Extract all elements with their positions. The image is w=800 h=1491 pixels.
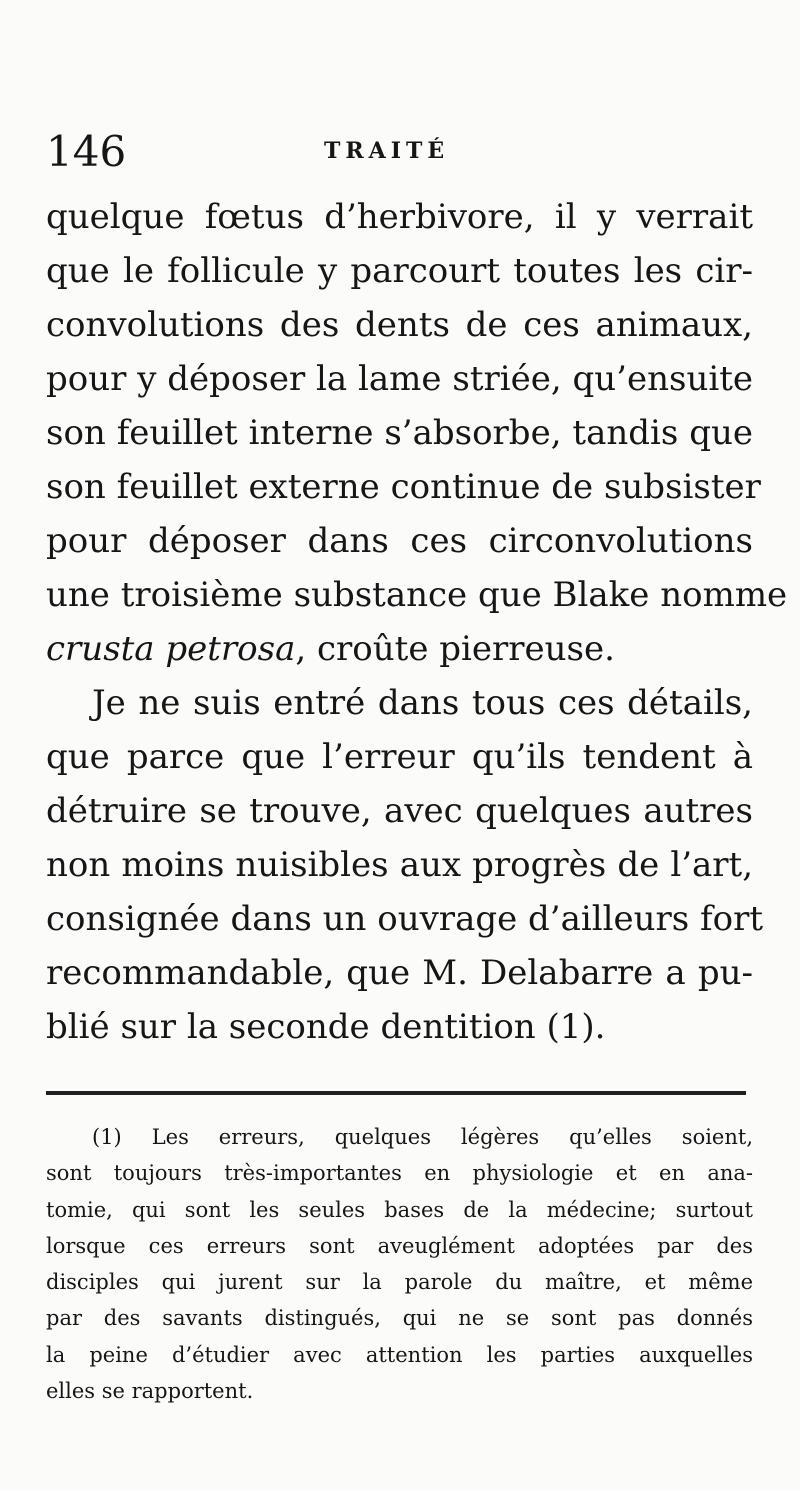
paragraph-2-line: que parce que l’erreur qu’ils tendent à [46, 737, 753, 777]
paragraph-2-line: blié sur la seconde dentition (1). [46, 1007, 606, 1047]
main-text [46, 190, 788, 1054]
footnote-line: lorsque ces erreurs sont aveuglément adoptées par des [46, 1233, 753, 1258]
latin-term-continuation: , croûte pierreuse. [295, 629, 615, 669]
footnote-line: tomie, qui sont les seules bases de la médecine; surtout [46, 1197, 753, 1222]
text-line: une troisième substance que Blake nomme [46, 575, 788, 615]
text-line: que le follicule y parcourt toutes les cir- [46, 251, 753, 291]
text-line: convolutions des dents de ces animaux, [46, 305, 753, 345]
text-line: pour y déposer la lame striée, qu’ensuite [46, 359, 753, 399]
footnote-line: disciples qui jurent sur la parole du maître, et même [46, 1270, 753, 1295]
page-number: 146 [46, 127, 127, 176]
text-line: son feuillet interne s’absorbe, tandis que [46, 413, 753, 453]
footnote-line: elles se rapportent. [46, 1379, 254, 1404]
footnote-separator [46, 1091, 746, 1095]
paragraph-2-line: recommandable, que M. Delabarre a pu- [46, 953, 753, 993]
running-head: TRAITÉ [324, 138, 450, 164]
footnote-line: sont toujours très-importantes en physiologie et en ana- [46, 1161, 753, 1186]
text-line: pour déposer dans ces circonvolutions [46, 521, 753, 561]
paragraph-2-line: consignée dans un ouvrage d’ailleurs fort [46, 899, 763, 939]
footnote [46, 1119, 753, 1409]
paragraph-2-line: non moins nuisibles aux progrès de l’art, [46, 845, 753, 885]
paragraph-2-line: détruire se trouve, avec quelques autres [46, 791, 753, 831]
text-line: son feuillet externe continue de subsister [46, 467, 761, 507]
footnote-line: (1) Les erreurs, quelques légères qu’elles soient, [92, 1125, 753, 1149]
text-line: quelque fœtus d’herbivore, il y verrait [46, 197, 753, 237]
page-header [46, 128, 746, 176]
paragraph-2-line: Je ne suis entré dans tous ces détails, [92, 683, 753, 723]
latin-term: crusta petrosa [46, 629, 296, 669]
footnote-line: la peine d’étudier avec attention les parties auxquelles [46, 1342, 753, 1367]
text-line-with-latin-term [46, 622, 753, 676]
footnote-line: par des savants distingués, qui ne se sont pas donnés [46, 1306, 753, 1331]
